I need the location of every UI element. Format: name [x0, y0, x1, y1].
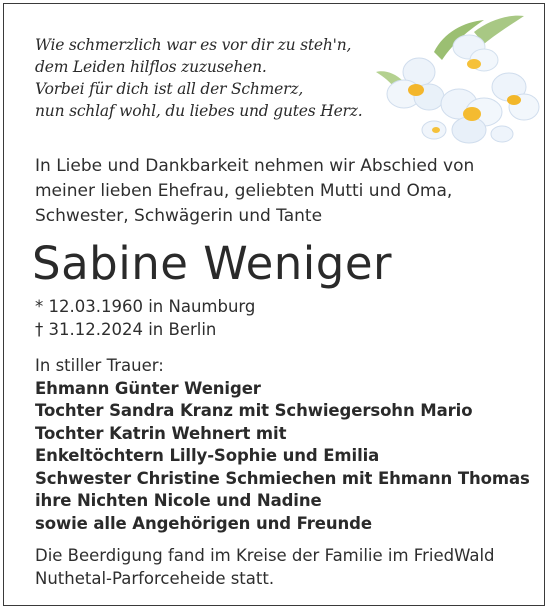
mourner-entry: Tochter Katrin Wehnert mit: [35, 423, 287, 443]
mourner-entry: sowie alle Angehörigen und Freunde: [35, 513, 372, 533]
farewell-intro: [35, 154, 474, 229]
life-dates: [35, 295, 255, 341]
mourners-list: [35, 355, 530, 535]
poem-line: nun schlaf wohl, du liebes und gutes Herz.: [35, 102, 363, 120]
funeral-info-line: Die Beerdigung fand im Kreise der Familie im FriedWald: [35, 546, 495, 565]
poem-line: Wie schmerzlich war es vor dir zu steh'n,: [35, 36, 352, 54]
poem-line: Vorbei für dich ist all der Schmerz,: [35, 80, 304, 98]
memorial-poem: [35, 34, 362, 122]
freesia-bloom-icon: [453, 35, 498, 71]
death-date: † 31.12.2024 in Berlin: [35, 320, 217, 339]
poem-line: dem Leiden hilflos zuzusehen.: [35, 58, 267, 76]
obituary-notice: [3, 3, 545, 606]
freesia-flowers-image: [374, 12, 544, 152]
funeral-info: [35, 544, 495, 590]
birth-date: * 12.03.1960 in Naumburg: [35, 297, 256, 316]
funeral-info-line: Nuthetal-Parforceheide statt.: [35, 569, 275, 588]
deceased-name: Sabine Weniger: [32, 237, 393, 290]
freesia-bloom-icon: [387, 58, 444, 110]
mourner-entry: Enkeltöchtern Lilly-Sophie und Emilia: [35, 446, 380, 465]
mourner-entry: Tochter Sandra Kranz mit Schwiegersohn Mario: [35, 401, 473, 420]
intro-line: meiner lieben Ehefrau, geliebten Mutti und Oma,: [35, 181, 453, 201]
intro-line: In Liebe und Dankbarkeit nehmen wir Abschied von: [35, 156, 475, 176]
mourning-lead: In stiller Trauer:: [35, 356, 164, 375]
mourner-entry: Ehmann Günter Weniger: [35, 378, 261, 398]
mourner-entry: ihre Nichten Nicole und Nadine: [35, 491, 322, 510]
intro-line: Schwester, Schwägerin und Tante: [35, 206, 323, 226]
mourner-entry: Schwester Christine Schmiechen mit Ehmann Thomas: [35, 468, 530, 488]
